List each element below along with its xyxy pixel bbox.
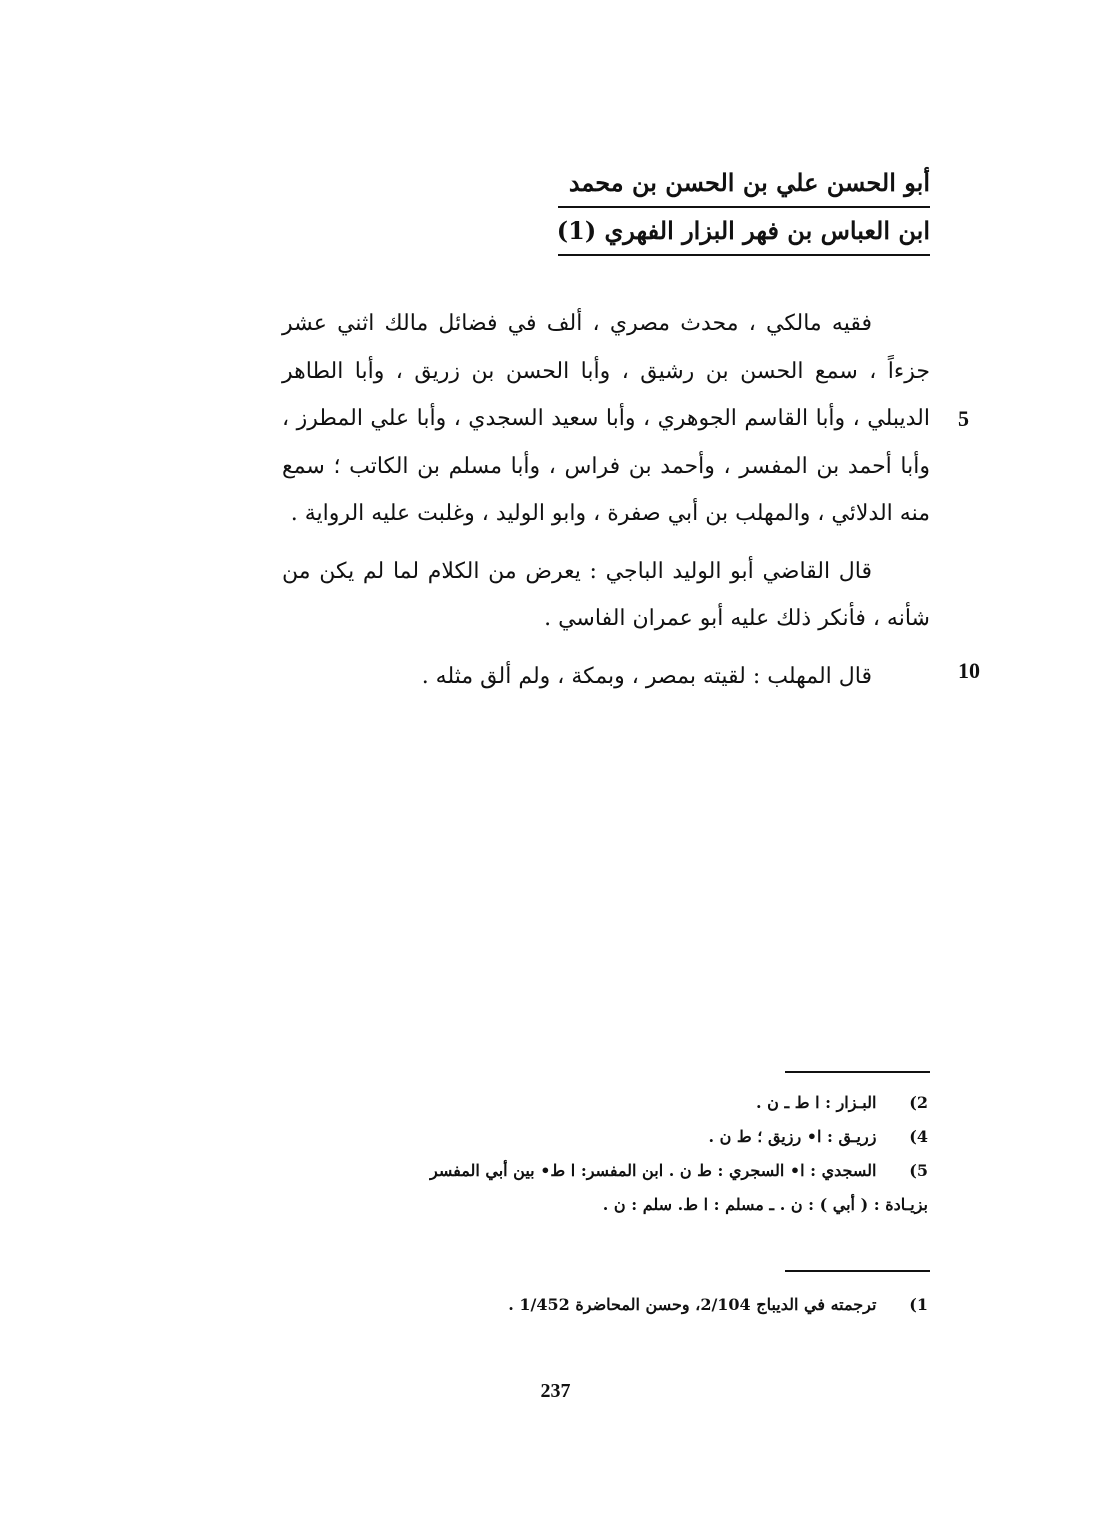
- heading-name-line: أبو الحسن علي بن الحسن بن محمد: [568, 168, 930, 197]
- page-number: 237: [540, 1380, 571, 1402]
- variant-note-text: البـزار : ا ط ـ ن .: [756, 1093, 877, 1112]
- heading-lineage-line: ابن العباس بن فهر البزار الفهري (1): [556, 216, 930, 245]
- entry-body: [282, 300, 930, 700]
- variant-note-number: 2): [909, 1093, 928, 1112]
- variant-note-5-continuation: بزيـادة : ( أبي ) : ن . ـ مسلم : ا ط. سلم : ن .: [602, 1195, 928, 1214]
- heading-rule-bottom: [558, 254, 930, 256]
- line-number-5: 5: [958, 406, 969, 431]
- variant-note-2: [280, 1086, 928, 1120]
- variant-notes-rule: [785, 1071, 930, 1073]
- line-number-10: 10: [958, 658, 980, 683]
- variant-note-number: 5): [909, 1161, 928, 1180]
- variant-note-5: [280, 1154, 928, 1188]
- variant-notes: [280, 1086, 928, 1222]
- variant-note-4: [280, 1120, 928, 1154]
- source-note-number: 1): [909, 1295, 928, 1314]
- source-note-1: [280, 1288, 928, 1322]
- almuhallab-quote-paragraph: قال المهلب : لقيته بمصر ، وبمكة ، ولم ألق مثله .: [421, 663, 872, 689]
- source-note-text: ترجمته في الديباج 2/104، وحسن المحاضرة 1/452 .: [508, 1295, 877, 1314]
- source-notes-rule: [785, 1270, 930, 1272]
- entry-heading: [556, 160, 930, 256]
- variant-note-number: 4): [909, 1127, 928, 1146]
- variant-note-text: زريـق : ا• رزيق ؛ ط ن .: [708, 1127, 877, 1146]
- variant-note-text: السجدي : ا• السجري : ط ن . ابن المفسر: ا ط• بين أبي المفسر: [430, 1161, 877, 1180]
- biography-paragraph: فقيه مالكي ، محدث مصري ، ألف في فضائل مالك اثني عشر جزءاً ، سمع الحسن بن رشيق ، وأبا الحسن بن زريق ، وأبا الطاهر الديبلي ، وأبا القاسم الجوهري ، وأبا سعيد السجدي ، وأبا علي المطرز ، وأبا أحمد بن المفسر ، وأحمد بن فراس ، وأبا مسلم بن الكاتب ؛ سمع منه الدلائي ، والمهلب بن أبي صفرة ، وابو الوليد ، وغلبت عليه الرواية .: [282, 311, 930, 526]
- source-notes: [280, 1288, 928, 1322]
- albaji-quote-paragraph: قال القاضي أبو الوليد الباجي : يعرض من الكلام لما لم يكن من شأنه ، فأنكر ذلك عليه أبو عمران الفاسي .: [282, 558, 930, 631]
